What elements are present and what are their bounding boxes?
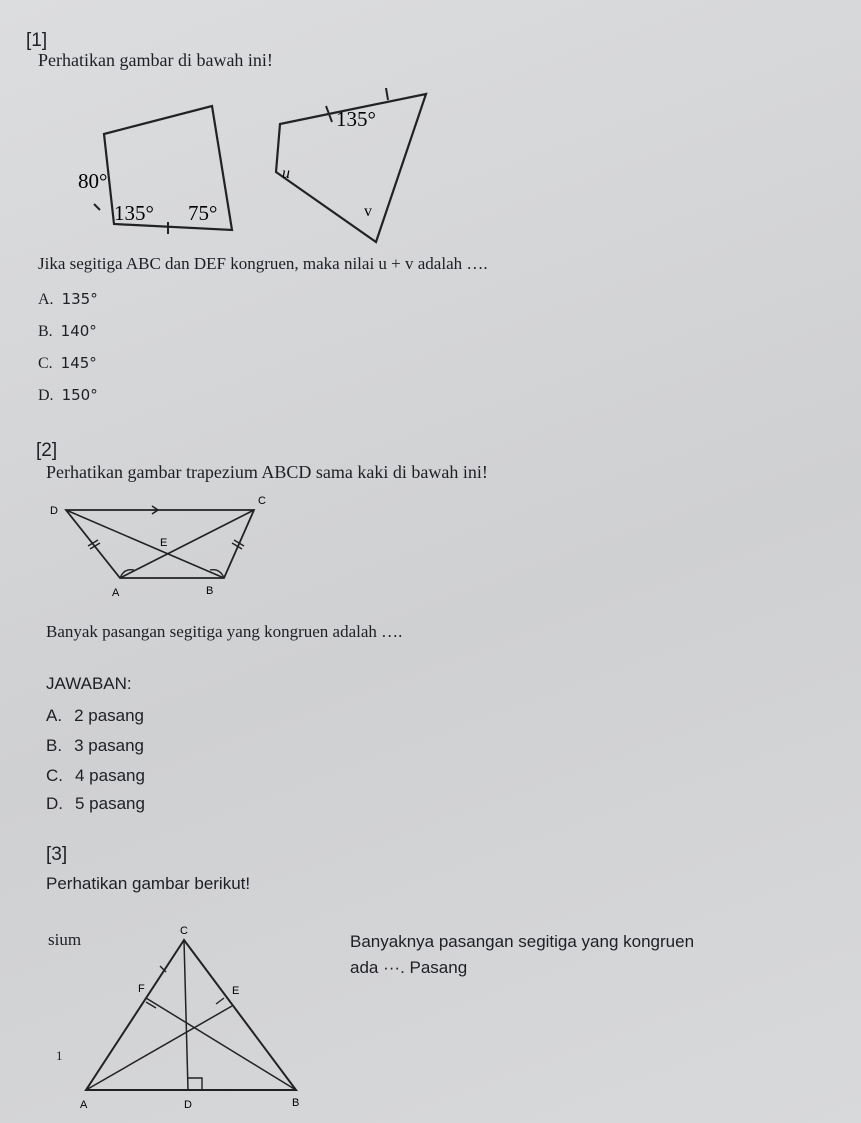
q2-number: [2] [36, 440, 58, 461]
q1-number: [1] [26, 30, 48, 51]
q2-question: Banyak pasangan segitiga yang kongruen adalah …. [46, 622, 403, 641]
q1-option-d[interactable] [38, 386, 98, 405]
angle-u: u [282, 165, 290, 182]
label-e: E [232, 985, 240, 997]
tick-mark [216, 998, 224, 1004]
cevian-ae [86, 1006, 232, 1090]
q3-question-line2: ada ···. Pasang [350, 958, 468, 977]
label-d: D [184, 1099, 192, 1111]
option-letter: D. [46, 794, 63, 813]
label-c: C [258, 495, 266, 507]
right-angle-mark [188, 1078, 202, 1090]
tick-mark [386, 88, 388, 100]
option-letter: A. [46, 706, 63, 725]
option-value: 2 pasang [74, 706, 145, 725]
q2-instruction: Perhatikan gambar trapezium ABCD sama kaki di bawah ini! [46, 462, 488, 482]
label-a: A [112, 587, 120, 599]
option-letter: C. [46, 766, 63, 785]
option-value: 135° [61, 290, 98, 308]
angle-135: 135° [114, 201, 154, 225]
altitude-cd [184, 940, 188, 1090]
option-letter: D. [38, 387, 54, 404]
option-letter: B. [38, 323, 53, 340]
option-value: 3 pasang [74, 736, 145, 755]
tick-mark [94, 204, 100, 210]
label-b: B [292, 1097, 300, 1109]
option-value: 5 pasang [75, 794, 145, 813]
q2-option-c[interactable] [46, 766, 145, 786]
angle-135-right: 135° [336, 107, 376, 131]
q1-instruction: Perhatikan gambar di bawah ini! [38, 50, 273, 70]
label-d: D [50, 505, 58, 517]
option-value: 150° [61, 386, 98, 404]
q2-option-d[interactable] [46, 794, 145, 814]
diagonal-db [66, 510, 224, 578]
option-value: 4 pasang [75, 766, 145, 785]
q3-number: [3] [46, 844, 68, 865]
q2-answer-heading: JAWABAN: [46, 674, 132, 693]
angle-80: 80° [78, 169, 108, 193]
q1-option-b[interactable] [38, 322, 97, 341]
label-e: E [160, 537, 168, 549]
q1-figure [60, 86, 440, 246]
q1-option-c[interactable] [38, 354, 97, 373]
q3-instruction: Perhatikan gambar berikut! [46, 874, 251, 893]
q2-figure [40, 494, 290, 606]
q3-side-word: sium [48, 930, 82, 949]
option-value: 140° [60, 322, 97, 340]
option-letter: A. [38, 291, 54, 308]
angle-75: 75° [188, 201, 218, 225]
q3-side-mark: 1 [56, 1048, 63, 1063]
angle-v: v [364, 203, 372, 220]
label-f: F [138, 983, 145, 995]
label-b: B [206, 585, 214, 597]
q1-option-a[interactable] [38, 290, 98, 309]
q2-option-b[interactable] [46, 736, 144, 756]
q2-option-a[interactable] [46, 706, 144, 726]
label-a: A [80, 1099, 88, 1111]
label-c: C [180, 925, 188, 937]
option-value: 145° [60, 354, 97, 372]
option-letter: B. [46, 736, 63, 755]
q3-question-line1: Banyaknya pasangan segitiga yang kongruen [350, 932, 695, 951]
triangle-abc [86, 940, 296, 1090]
q1-question: Jika segitiga ABC dan DEF kongruen, maka nilai u + v adalah …. [38, 254, 488, 273]
q3-figure [66, 922, 316, 1118]
option-letter: C. [38, 355, 53, 372]
